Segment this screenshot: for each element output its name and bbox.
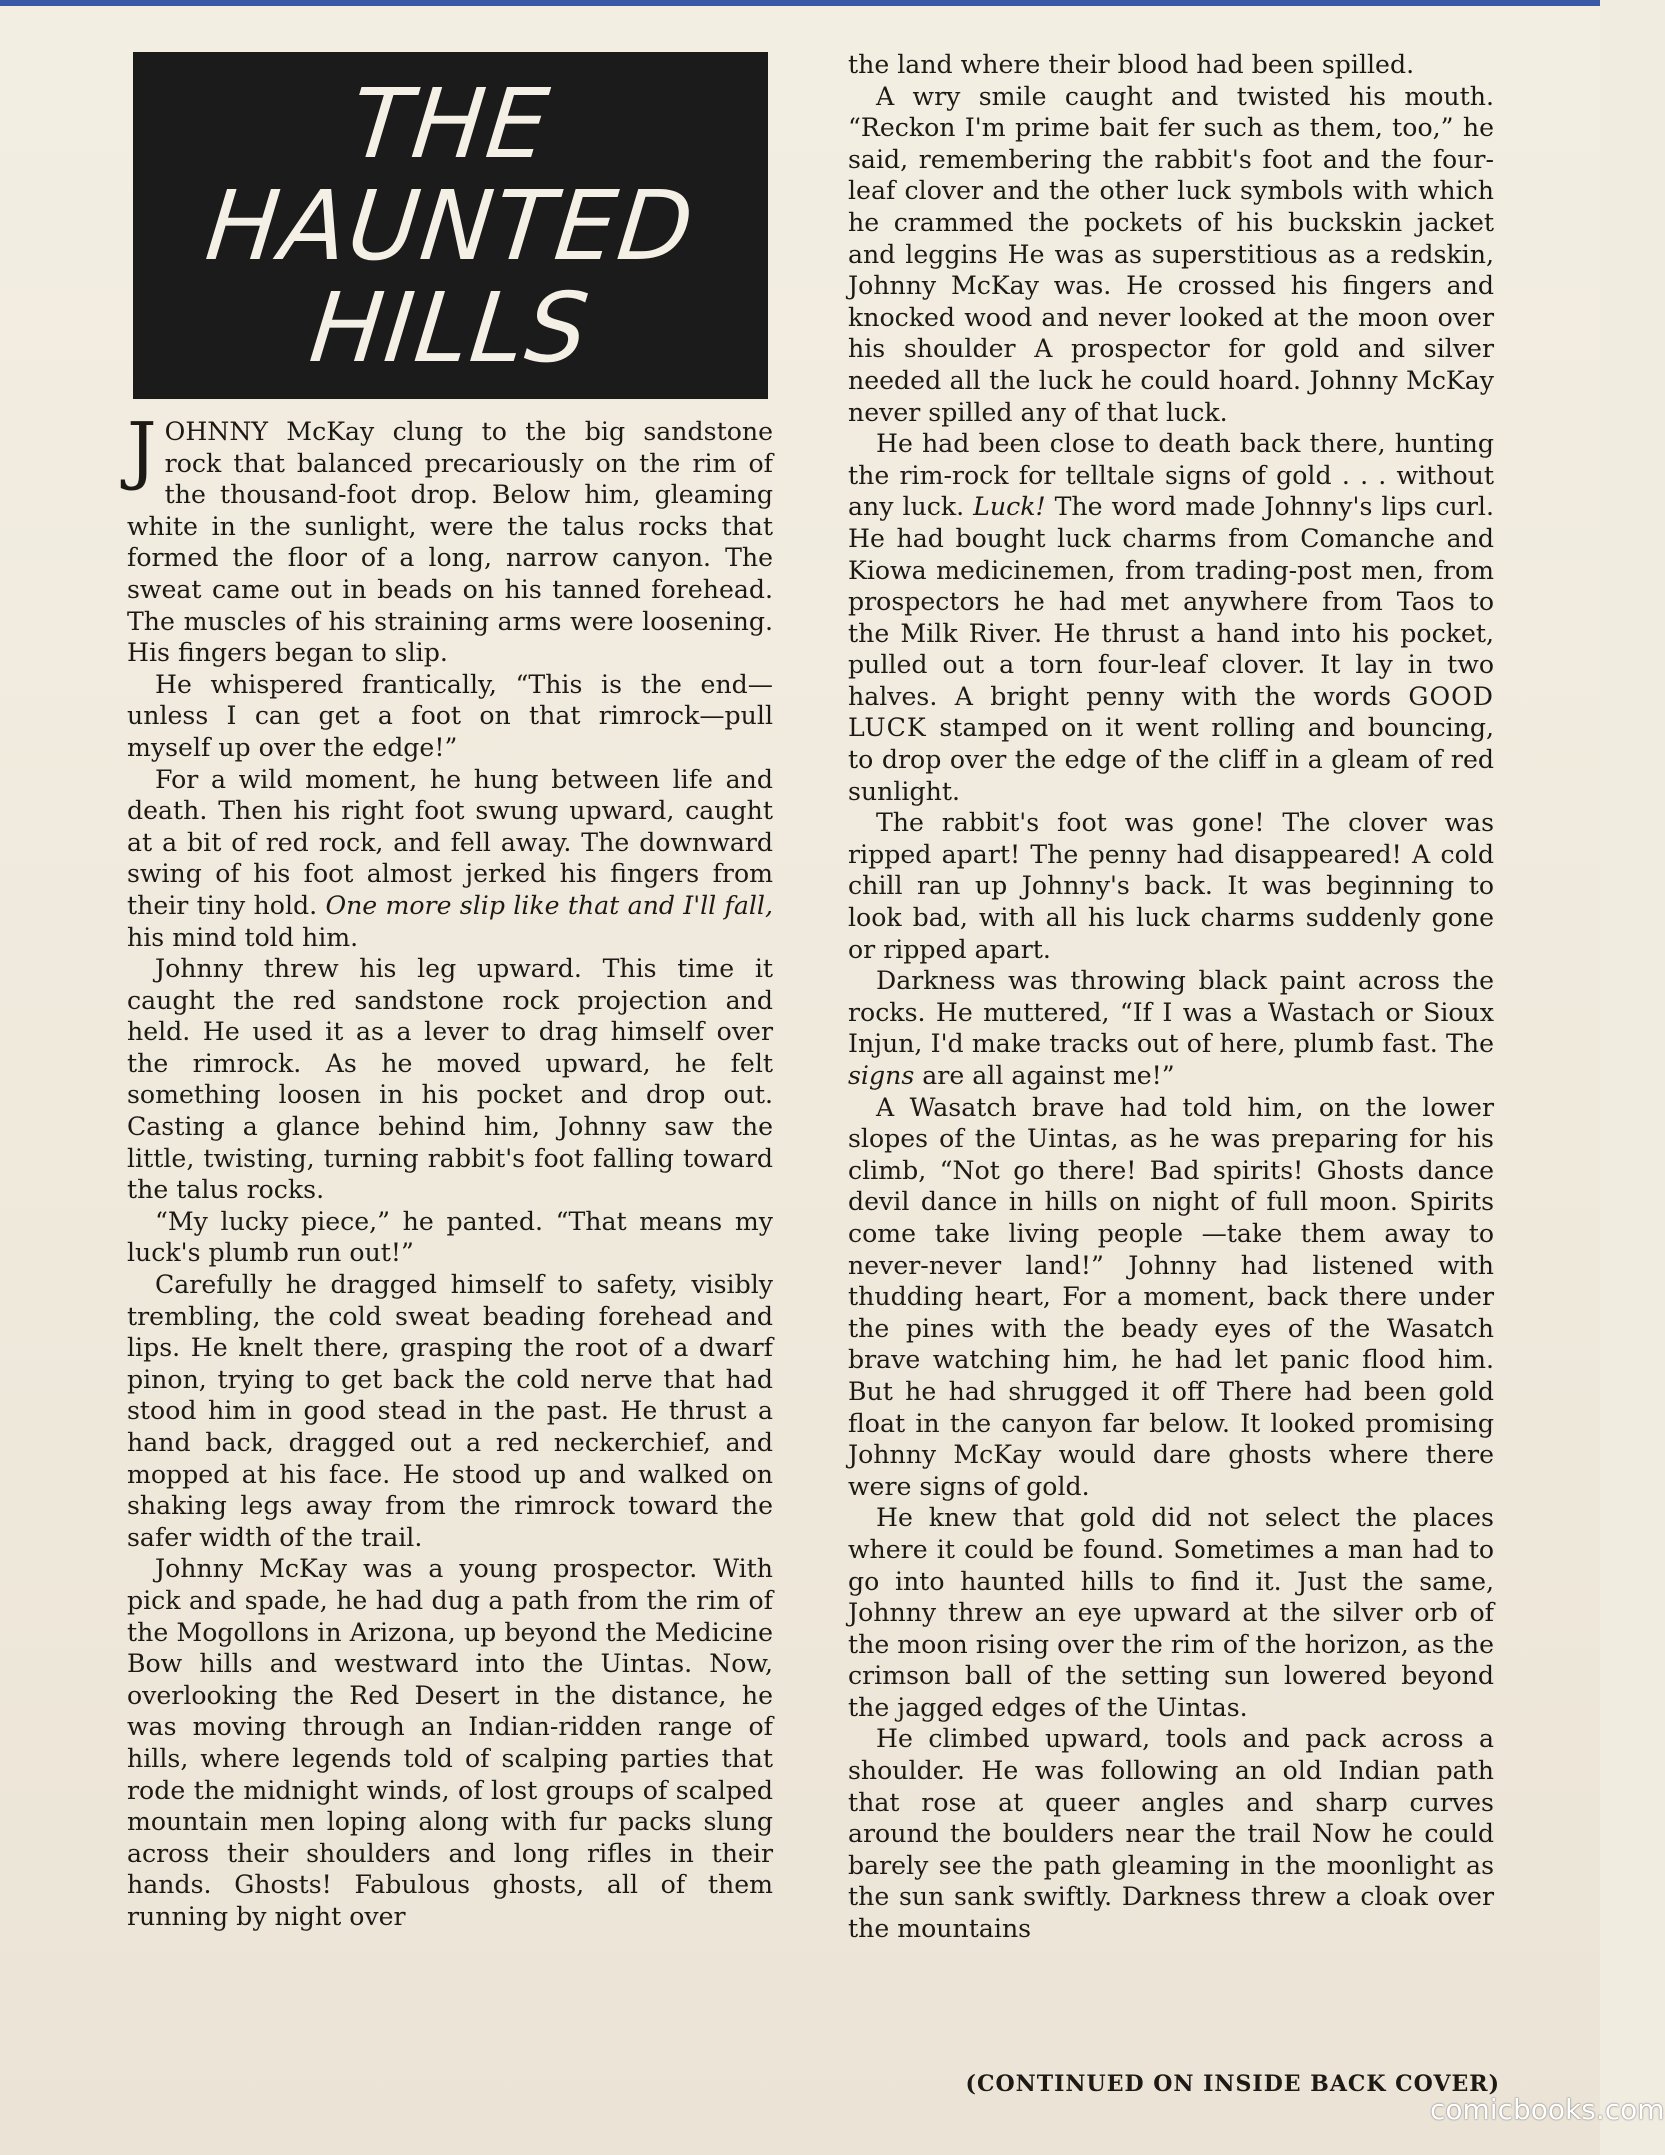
paragraph: “My lucky piece,” he panted. “That means my luck's plumb run out!” [127,1206,773,1268]
top-edge-strip [0,0,1600,6]
paragraph-text: Darkness was throwing black paint across the rocks. He muttered, “If I was a Wastach or Sioux Injun, I'd make tracks out of here, plumb fast. The [848,966,1494,1059]
paragraph-continuation: the land where their blood had been spilled. [848,50,1415,79]
paragraph [848,965,1494,1091]
paragraph [127,764,773,954]
title-line-1: THE [345,67,556,180]
paragraph: The rabbit's foot was gone! The clover was ripped apart! The penny had disappeared! A cold chill ran up Johnny's back. It was beginning to look bad, with all his luck charms suddenly gone or ripped apart. [848,808,1494,964]
left-text-column [127,407,773,1933]
drop-cap: J [127,407,157,493]
italic-word: Luck! [973,492,1046,522]
paragraph: Johnny threw his leg upward. This time it caught the red sandstone rock projection and held. He used it as a lever to drag himself over the rimrock. As he moved upward, he felt something loosen in his pocket and drop out. Casting a glance behind him, Johnny saw the little, twisting, turning rabbit's foot falling toward the talus rocks. [127,954,773,1205]
paragraph: He climbed upward, tools and pack across a shoulder. He was following an old Indian path that rose at queer angles and sharp curves around the boulders near the trail Now he could barely see the path gleaming in the moonlight as the sun sank swiftly. Darkness threw a cloak over the mountains [848,1724,1494,1944]
paragraph-text: his mind told him. [127,922,359,952]
right-text-column [848,49,1494,1945]
title-line-2: HAUNTED [201,169,700,282]
paragraph: Carefully he dragged himself to safety, visibly trembling, the cold sweat beading forehead and lips. He knelt there, grasping the root of a dwarf pinon, trying to get back the cold nerve that had stood him in good stead in the past. He thrust a hand back, dragged out a red neckerchief, and mopped at his face. He stood up and walked on shaking legs away from the rimrock toward the safer width of the trail. [127,1270,773,1552]
title-line-3: HILLS [305,271,596,384]
paragraph-text: The word made Johnny's lips curl. He had bought luck charms from Comanche and Kiowa medicinemen, from trading-post men, from prospectors he had met anywhere from Taos to the Milk River. He thrust a hand into his pocket, pulled out a torn four-leaf clover. It lay in two halves. A bright penny with the words [848,492,1494,711]
paragraph-text: are all against me!” [914,1061,1175,1090]
paragraph: A Wasatch brave had told him, on the lower slopes of the Uintas, as he was preparing for his climb, “Not go there! Bad spirits! Ghosts dance devil dance in hills on night of full moon. Spirits come take living people —take them away to never-never land!” Johnny had listened with thudding heart, For a moment, back there under the pines with the beady eyes of the Wasatch brave watching him, he had let panic flood him. But he had shrugged it off There had been gold float in the canyon far below. It looked promising Johnny McKay would dare ghosts where there were signs of gold. [848,1092,1494,1501]
story-title-banner [133,52,768,399]
paragraph [127,407,773,669]
paragraph [848,428,1494,807]
paragraph-text: stamped on it went rolling and bouncing, to drop over the edge of the cliff in a gleam of red sunlight. [848,713,1494,806]
italic-word: signs [848,1061,915,1090]
paragraph: Johnny McKay was a young prospector. With pick and spade, he had dug a path from the rim of the Mogollons in Arizona, up beyond the Medicine Bow hills and westward into the Uintas. Now, overlooking the Red Desert in the distance, he was moving through an Indian-ridden range of hills, where legends told of scalping parties that rode the midnight winds, of lost groups of scalped mountain men loping along with fur packs slung across their shoulders and long rifles in their hands. Ghosts! Fabulous ghosts, all of them running by night over [127,1554,773,1931]
paragraph-text: He had been close to death back there, hunting the rim-rock for telltale signs of gold . . . without any luck. [848,429,1494,522]
italic-thought: One more slip like that and I'll fall, [325,890,773,920]
small-caps-text: GOOD LUCK [848,681,1494,743]
paragraph-text: OHNNY McKay clung to the big sandstone rock that balanced precariously on the rim of the thousand-foot drop. Below him, gleaming white in the sunlight, were the talus rocks that formed the floor of a long, narrow canyon. The sweat came out in beads on his tanned forehead. The muscles of his straining arms were loosening. His fingers began to slip. [127,417,773,668]
site-watermark: comicbooks.com [1430,2093,1665,2126]
paragraph: He whispered frantically, “This is the end—unless I can get a foot on that rimrock—pull myself up over the edge!” [127,669,773,762]
continued-notice: (CONTINUED ON INSIDE BACK COVER) [965,2071,1500,2097]
paragraph: A wry smile caught and twisted his mouth. “Reckon I'm prime bait fer such as them, too,” he said, remembering the rabbit's foot and the four-leaf clover and the other luck symbols with which he crammed the pockets of his buckskin jacket and leggins He was as superstitious as a redskin, Johnny McKay was. He crossed his fingers and knocked wood and never looked at the moon over his shoulder A prospector for gold and silver needed all the luck he could hoard. Johnny McKay never spilled any of that luck. [848,81,1494,427]
paragraph: He knew that gold did not select the places where it could be found. Sometimes a man had to go into haunted hills to find it. Just the same, Johnny threw an eye upward at the silver orb of the moon rising over the rim of the horizon, as the crimson ball of the setting sun lowered beyond the jagged edges of the Uintas. [848,1503,1494,1722]
paragraph-text: For a wild moment, he hung between life and death. Then his right foot swung upward, caught at a bit of red rock, and fell away. The downward swing of his foot almost jerked his fingers from their tiny hold. [127,764,773,920]
